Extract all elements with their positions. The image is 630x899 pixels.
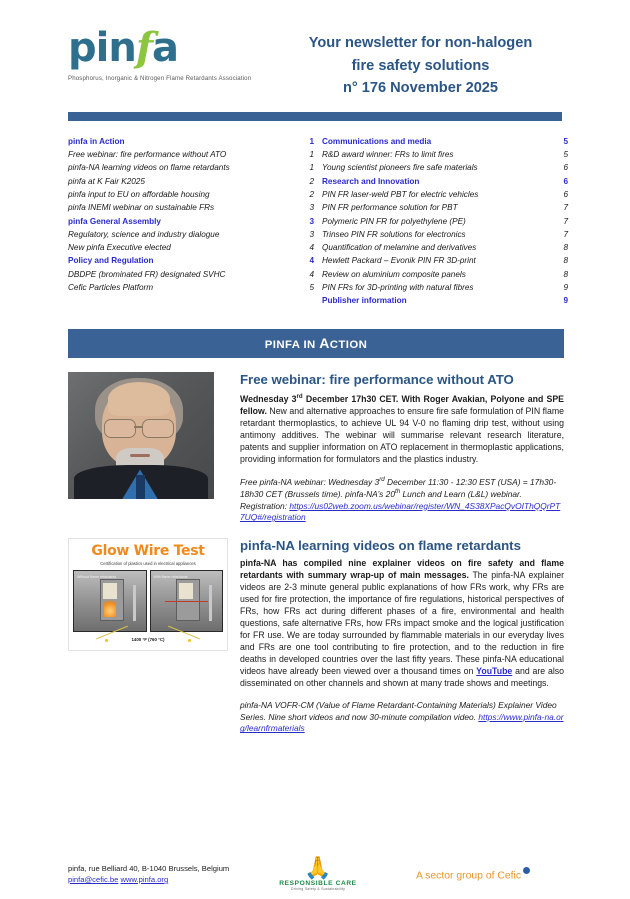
section-banner-pinfa-in-action (68, 329, 564, 358)
toc-entry-page: 1 (309, 136, 314, 146)
gwt-pane-right-label: With flame retardants (153, 574, 188, 579)
gwt-footer (69, 632, 227, 650)
logo-tagline: Phosphorus, Inorganic & Nitrogen Flame Retardants Association (68, 75, 252, 82)
toc-entry-label: Free webinar: fire performance without ATO (68, 150, 227, 160)
article2-paragraph (240, 558, 564, 690)
gwt-title: Glow Wire Test (91, 542, 205, 559)
title-line-3: n° 176 November 2025 (342, 80, 499, 97)
article1-text: New and alternative approaches to ensure fire safe formulation of PIN flame retardant thermoplastics, to achieve UL 94 V-0 no flaming drip test, without using antimony additives. The webinar will summarise relevant research literature, patents and supplier information on ATO replacement in thermoplastic applications, providing information for formulators and the plastics industry. (240, 405, 564, 464)
portrait-forehead (108, 382, 170, 416)
article1-note (240, 476, 564, 524)
toc-entry-label: PIN FR performance solution for PBT (322, 203, 458, 213)
toc-entry-label: Trinseo PIN FR solutions for electronics (322, 229, 466, 239)
title-line-2: fire safety solutions (351, 57, 490, 74)
gwt-pane-left-label: Without flame retardants (77, 574, 117, 579)
gwt-pane-without-fr (73, 570, 147, 632)
article1-note-a: Free pinfa-NA webinar: Wednesday 3 (240, 476, 380, 487)
toc-entry-page: 5 (309, 282, 314, 292)
gwt-subtitle: Certification of plastics used in electrical appliances (100, 560, 196, 566)
toc-entry-page: 1 (309, 163, 314, 173)
gwt-dot-left (105, 639, 108, 642)
gwt-flame-left (104, 597, 116, 617)
toc-entry-page: 7 (563, 216, 568, 226)
article1-lead-cont: December 17h30 CET. With Roger Avakian, Polyone and SPE fellow. (240, 393, 564, 416)
gwt-dot-right (188, 639, 191, 642)
toc-entry-page: 4 (309, 269, 314, 279)
toc-entry-label: pinfa-NA learning videos on flame retardants (68, 163, 230, 173)
toc-entry-page: 3 (309, 216, 314, 226)
toc-section-heading[interactable] (68, 215, 314, 228)
article1-lead-sup: rd (296, 392, 303, 400)
toc-entry[interactable] (68, 268, 314, 281)
responsible-care-logo (258, 857, 378, 891)
toc-section-heading[interactable] (322, 135, 568, 148)
title-line-1: Your newsletter for non-halogen (308, 35, 533, 51)
article1-note-c: Lunch and Learn (L&L) webinar. Registration: (240, 488, 522, 511)
toc-section-heading[interactable] (322, 175, 568, 188)
gwt-rod-left (133, 585, 136, 621)
gwt-pane-with-fr (150, 570, 224, 632)
toc-entry-label: New pinfa Executive elected (68, 243, 171, 253)
logo-wordmark: pinfa (68, 24, 179, 71)
article2-text-1: The pinfa-NA explainer videos are 2-3 minute general public explanations of how FRs work, why FRs are used for fire protection, the importance of fire regulations, historical perspectives of FRs, how FRs act during different phases of a fire, environmental and health questions, safe alternative FRs, how FRs impact smoke and the logical justification for FR use. We are today surrounded by flammable materials in our everyday lives and FRs are one tool contributing to fire protection, and to the reduction in fire deaths in developed countries over the last fifty years. These pinfa-NA educational videos have already been viewed over a thousand times on (240, 570, 565, 677)
article2-lead: pinfa-NA has compiled nine explainer videos on fire safety and flame retardants with summary wrap-up of main messages. (240, 558, 564, 581)
banner-text-cap: A (319, 335, 330, 352)
toc-entry-label: Young scientist pioneers fire safe materials (322, 163, 478, 173)
newsletter-title (273, 22, 568, 100)
toc-entry[interactable] (68, 281, 314, 294)
toc-entry[interactable] (322, 161, 568, 174)
article1-note-a-sup: rd (379, 475, 385, 483)
toc-column-left (68, 135, 314, 308)
glow-wire-test-image (68, 538, 228, 651)
toc-entry-page: 8 (563, 256, 568, 266)
toc-entry-page: 8 (563, 243, 568, 253)
toc-entry[interactable] (68, 175, 314, 188)
toc-entry-label: pinfa input to EU on affordable housing (68, 189, 210, 199)
toc-entry[interactable] (322, 188, 568, 201)
toc-entry-page: 5 (563, 136, 568, 146)
toc-entry[interactable] (68, 228, 314, 241)
toc-entry-page: 6 (563, 189, 568, 199)
table-of-contents (0, 121, 630, 308)
gwt-redline-right (165, 601, 208, 602)
article2-media (68, 538, 228, 735)
toc-entry-page: 6 (563, 163, 568, 173)
speaker-portrait-image (68, 372, 214, 499)
toc-entry[interactable] (68, 161, 314, 174)
toc-entry-label: pinfa General Assembly (68, 216, 161, 226)
article1-registration-link[interactable]: https://us02web.zoom.us/webinar/register/WN_4S38XPacQvOIThQQrPT7UQ#/registration (240, 500, 561, 523)
cefic-text: A sector group of Cefic (415, 870, 522, 882)
article1-body (228, 372, 564, 523)
toc-entry-page: 1 (309, 150, 314, 160)
portrait-glasses-left (104, 419, 136, 438)
article1-media (68, 372, 228, 523)
toc-entry-label: Policy and Regulation (68, 256, 154, 266)
toc-entry-label: Research and Innovation (322, 176, 420, 186)
article1-note-b: December 11:30 - 12:30 EST (USA) = 17h30-18h30 CET (Brussels time). pinfa-NA’s 20 (240, 476, 557, 499)
page-header (0, 0, 630, 100)
gwt-panes (69, 570, 227, 632)
page-footer (0, 857, 630, 891)
toc-entry[interactable] (322, 148, 568, 161)
toc-entry-page: 4 (309, 256, 314, 266)
toc-column-right (322, 135, 568, 308)
article1-note-b-sup: th (395, 488, 401, 496)
footer-address: pinfa, rue Belliard 40, B-1040 Brussels, Belgium (68, 863, 230, 873)
banner-text-small: PINFA IN (264, 339, 320, 352)
toc-entry-label: R&D award winner: FRs to limit fires (322, 150, 454, 160)
toc-entry-label: pinfa in Action (68, 136, 125, 146)
toc-entry-label: DBDPE (brominated FR) designated SVHC (68, 269, 226, 279)
toc-entry[interactable] (322, 241, 568, 254)
toc-entry-page: 4 (309, 243, 314, 253)
toc-entry[interactable] (322, 201, 568, 214)
toc-entry-label: Polymeric PIN FR for polyethylene (PE) (322, 216, 466, 226)
toc-entry[interactable] (322, 254, 568, 267)
toc-entry-label: Communications and media (322, 136, 432, 146)
portrait-tie (136, 475, 145, 499)
toc-entry-page: 7 (563, 229, 568, 239)
responsible-care-name: RESPONSIBLE CARE (279, 880, 357, 887)
toc-entry-page: 2 (309, 189, 314, 199)
toc-section-heading[interactable] (68, 254, 314, 267)
article-free-webinar (0, 372, 630, 523)
toc-entry[interactable] (322, 281, 568, 294)
toc-entry[interactable] (68, 241, 314, 254)
toc-entry-label: pinfa at K Fair K2025 (68, 176, 145, 186)
article2-note (240, 700, 564, 735)
toc-entry-page: 5 (563, 150, 568, 160)
article-pinfa-na-videos (0, 538, 630, 735)
gwt-specimen-right (179, 583, 193, 599)
toc-entry-page: 6 (563, 176, 568, 186)
cefic-logo-icon (523, 867, 530, 874)
toc-entry[interactable] (322, 268, 568, 281)
footer-website-link[interactable]: www.pinfa.org (120, 875, 169, 884)
toc-entry-page: 8 (563, 269, 568, 279)
hands-icon: 🙏 (304, 855, 332, 880)
toc-entry-label: pinfa INEMI webinar on sustainable FRs (68, 203, 215, 213)
toc-entry-label: Publisher information (322, 296, 407, 306)
toc-entry[interactable] (322, 215, 568, 228)
portrait-glasses-bridge (134, 426, 142, 428)
pinfa-logo (68, 22, 273, 82)
toc-entry[interactable] (68, 148, 314, 161)
toc-entry-label: PIN FRs for 3D-printing with natural fibres (322, 282, 474, 292)
responsible-care-tagline: Driving Safety & Sustainability (290, 887, 346, 891)
toc-entry-label: Quantification of melamine and derivatives (322, 243, 477, 253)
logo-letter-f: f (135, 24, 153, 71)
article2-title: pinfa-NA learning videos on flame retardants (240, 537, 521, 553)
youtube-link[interactable]: YouTube (476, 666, 513, 677)
toc-entry-label: Review on aluminium composite panels (322, 269, 466, 279)
toc-entry-page: 9 (563, 296, 568, 306)
toc-entry-page: 3 (309, 229, 314, 239)
toc-entry-label: Regulatory, science and industry dialogue (68, 229, 220, 239)
footer-address-block (68, 863, 258, 886)
cefic-sector-group (378, 867, 568, 881)
article1-lead: Wednesday 3 (240, 393, 297, 404)
portrait-glasses-right (142, 419, 174, 438)
toc-entry[interactable] (68, 201, 314, 214)
gwt-temperature-label: 1400 °F (760 °C) (131, 636, 165, 642)
article1-title: Free webinar: fire performance without ATO (240, 372, 514, 388)
toc-entry-label: Cefic Particles Platform (68, 282, 154, 292)
article1-paragraph (240, 393, 564, 466)
toc-entry[interactable] (322, 228, 568, 241)
toc-section-heading[interactable] (68, 135, 314, 148)
article2-note-text: pinfa-NA VOFR-CM (Value of Flame Retardant-Containing Materials) Explainer Video Series. Nine short videos and now 30-minute compilation video. (240, 700, 557, 722)
header-divider-bar (68, 112, 562, 121)
banner-text-rest: CTION (329, 339, 368, 352)
toc-entry-label: PIN FR laser-weld PBT for electric vehicles (322, 189, 479, 199)
toc-entry-page: 7 (563, 203, 568, 213)
toc-entry-page: 2 (309, 176, 314, 186)
toc-section-heading[interactable] (322, 294, 568, 307)
toc-entry-page: 9 (563, 282, 568, 292)
article2-video-link[interactable]: https://www.pinfa-na.org/learnfrmaterials (240, 711, 564, 734)
toc-entry-label: Hewlett Packard – Evonik PIN FR 3D-print (322, 256, 476, 266)
article2-text-2: and are also disseminated on other channels and shown at many trade shows and meetings. (240, 666, 564, 689)
toc-entry-page: 3 (309, 203, 314, 213)
footer-email-link[interactable]: pinfa@cefic.be (68, 875, 119, 884)
article2-body (228, 538, 564, 735)
toc-entry[interactable] (68, 188, 314, 201)
gwt-rod-right (209, 585, 212, 621)
footer-contact-line (68, 874, 258, 885)
